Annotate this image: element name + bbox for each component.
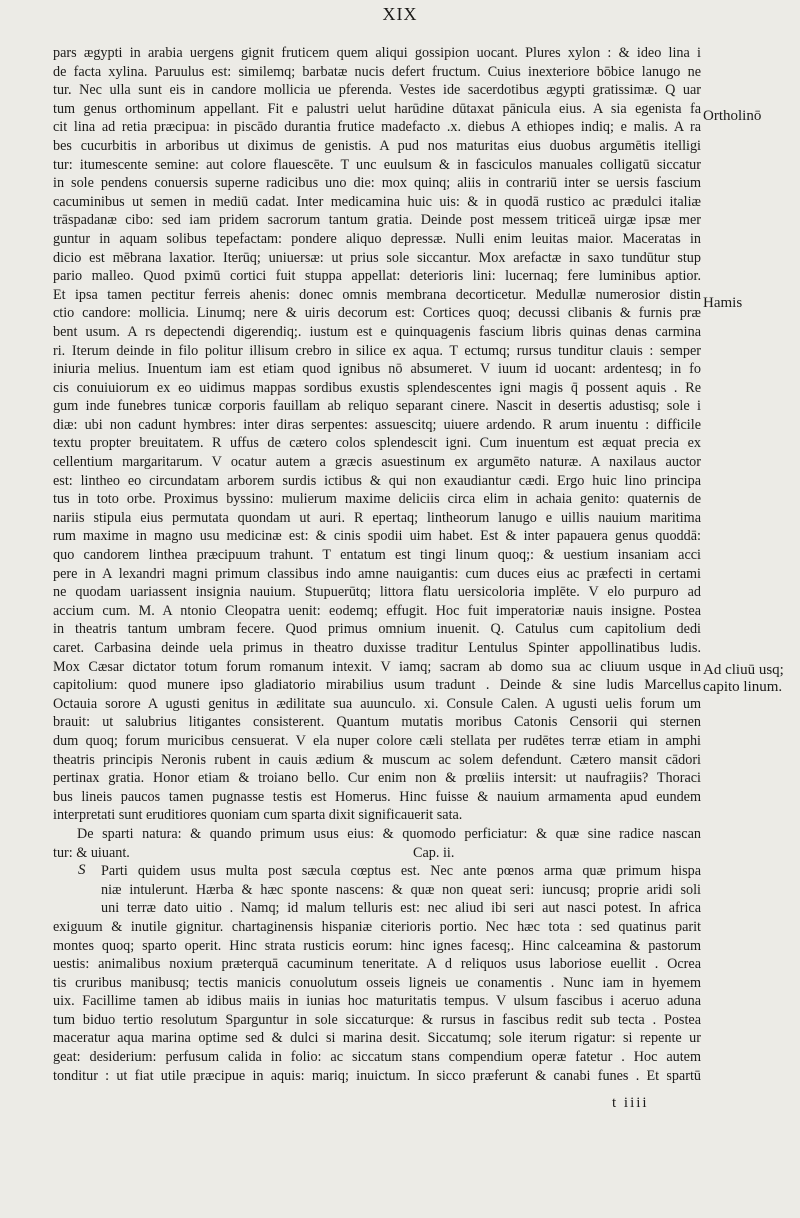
text-line: pars ægypti in arabia uergens gignit fruticem quem aliqui gossipion uocant. Plures xylon : & ideo lina i [53, 45, 701, 61]
chapter-number: Cap. ii. [413, 844, 455, 861]
text-line: dicio est mēbrana laxatior. Iterūq; uniuersæ: ut prius sole siccantur. Mox arefactæ in saxo tundūtur stup [53, 249, 701, 266]
chapter-text-line: tonditur : ut fiat utile præcipue in aquis: mariq; inuictum. In sicco præferunt & canabi funes . Et spartū [53, 1067, 701, 1084]
text-line: theatris principis Neronis rubent in cauis ædium & muscum ac solem defendunt. Cætero mansit cādori [53, 751, 701, 768]
text-line: pario malleo. Quod pximū cortici fuit stuppa appellat: deterioris lini: lucernaq; fere luminibus aptior. [53, 268, 701, 285]
margin-note-ad-cliuum: Ad cliuū usq; capito linum. [703, 662, 784, 695]
text-line: cacuminibus ut semen in mediū cadat. Inter medicamina huic uis: & in quodā rustico ac prædulci italiæ [53, 193, 701, 210]
text-line: Octauia sorore A ugusti genitus in ædilitate sua auunculo. xi. Consule Calen. A ugusti uelis forum um [53, 695, 701, 712]
text-line: est: lintheo eo circundatam arborem surdis ictibus & qui non exaudiantur cædi. Ergo huic lino principa [53, 472, 701, 489]
chapter-text-line: uni terræ dato uitio . Namq; id malum telluris est: nec aliud ibi seri aut nasci potest. In africa [101, 900, 701, 917]
chapter-text-line: tum biduo tertio resolutum Sparguntur in sole siccaturque: & rursus in fascibus redit sub tecta . Postea [53, 1011, 701, 1028]
margin-note-ortholino: Ortholinō [703, 108, 762, 124]
text-line: pertinax gratia. Honor etiam & troiano bello. Cur enim non & prœliis intersit: ut naufragiis? Thoraci [53, 770, 701, 787]
text-line: ctio candore: mollicia. Linumq; nere & uiris decorum est: Cortices quoq; decussi clibanis & furnis præ [53, 305, 701, 322]
text-line: in sole pendens conuersis superne radicibus uno die: mox quinq; aliis in contrariū inter se uersis fascium [53, 175, 701, 192]
text-line: diæ: ubi non cadunt hymbres: inter diras serpentes: assuescitq; uiuere ardendo. R arum inuentu : difficile [53, 416, 701, 433]
signature-mark: t iiii [612, 1095, 649, 1111]
chapter-text-line: geat: desiderium: perfusum calida in folio: ac siccatum stans compendium operæ fatetur . Hoc autem [53, 1049, 701, 1066]
text-line: tum genus orthominum appellant. Fit e palustri uelut harūdine dūtaxat pānicula eius. A sia egenista fa [53, 100, 701, 117]
text-line: capitolium: quod munere ipso gladiatorio mirabilius usum tradunt . Deinde & sine ludis Marcellus [53, 677, 701, 694]
chapter-text-line: montes quoq; sparto operit. Hinc strata rusticis eorum: hinc ignes facesq;. Hinc calceamina & pastorum [53, 937, 701, 954]
folio-number: XIX [382, 4, 418, 24]
chapter-text-line: uix. Facillime tamen ab idibus maiis in iunias hoc maturitatis tempus. V ulsum fascibus i aceruo aduna [53, 993, 701, 1010]
chapter-heading-line [53, 844, 701, 863]
chapter-text-line: Parti quidem usus multa post sæcula cœptus est. Nec ante pœnos arma quæ primum hispa [101, 863, 701, 880]
chapter-text-line: exiguum & inutile gignitur. chartaginensis hispaniæ citerioris portio. Nec hæc tota : sed quatinus parit [53, 918, 701, 935]
text-line: tus in toto orbe. Proximus byssino: mulierum maxime deliciis circa elim in achaia genito: quaternis de [53, 491, 701, 508]
text-line: cit lina ad retia præcipua: in piscādo durantia frutice madefacto .x. diebus A ethiopes indiq; e malis. A ra [53, 119, 701, 136]
text-line: bus lineis paucos tamen pugnasse testis est Homerus. Hinc fuisse & nauium armamenta apud eundem [53, 788, 701, 805]
text-line: rum maxime in magno usu medicinæ est: & cinis spodii uim habet. Est & inter papauera genus quoddā: [53, 528, 701, 545]
text-line: textu propter breuitatem. R uffus de cætero colos splendescit igni. Cum inuentum est æquat precia ex [53, 435, 701, 452]
chapter-text-line: tis cruribus manibusq; tectis manicis conuolutum osseis ligneis ue conamentis . Nunc iam in hyemem [53, 974, 701, 991]
text-line: in theatris tantum umbram fecere. Quod primus omnium inuenit. Q. Catulus cum capitolium dedi [53, 621, 701, 638]
chapter-heading-line: De sparti natura: & quando primum usus eius: & quomodo perficiatur: & quæ sine radice nascan [77, 825, 701, 842]
text-line: ri. Iterum deinde in filo politur illisum crebro in silice ex aqua. T ectumq; rursus tunditur clauis : semper [53, 342, 701, 359]
main-text-block [53, 44, 701, 1085]
chapter-heading-end: tur: & uiuant. [53, 844, 130, 861]
text-line: interpretati sunt eruditiores quoniam cum sparta dixit significauerit sata. [53, 807, 463, 824]
text-line: Et ipsa tamen pectitur ferreis ahenis: donec omnis membrana decorticetur. Medullæ numerosior distin [53, 286, 701, 303]
text-line: accium cum. M. A ntonio Cleopatra uenit: eodemq; effugit. Hoc fuit imperatoriæ nauis insigne. Postea [53, 602, 701, 619]
text-line: tur: itumescente semine: aut colore flauescēte. T unc euulsum & in fasciculos manuales colligatū siccatur [53, 156, 701, 173]
text-line: de facta xylina. Paruulus est: similemq; barbatæ nucis defert fructum. Cuius inexteriore bōbice lanugo ne [53, 63, 701, 80]
text-line: tur. Nec ulla sunt eis in candore mollicia ue pferenda. Vestes ide sacerdotibus ægypti gratissimæ. Q uar [53, 82, 701, 99]
text-line: gum inde funebres tunicæ corporis fauillam ab reliquo separant cinere. Nascit in desertis adustisq; sole i [53, 398, 701, 415]
margin-note-hamis: Hamis [703, 295, 743, 311]
chapter-text-line: maceratur aqua marina optime sed & dulci si marina desit. Siccatumq; sole iterum rigatur: si repente ur [53, 1030, 701, 1047]
text-line: trāspadanæ cibo: sed iam pridem sacrorum tantum gratia. Deinde post messem triticeā uirgæ ipsæ mer [53, 212, 701, 229]
text-line: pere in A lexandri magni primum classibus indo amne nauigantis: cum duces eius ac præfecti in certami [53, 565, 701, 582]
initial-letter: S [78, 862, 86, 878]
text-line: cis conuiuiorum ex eo uidimus mappas sordibus exustis splendescentes igni magis q̄ possent aquis . Re [53, 379, 701, 396]
text-line: nariis stipula eius permutata quondam ut auri. R epertaq; lintheorum lanugo e uillis nauium maritima [53, 509, 701, 526]
text-line: brauit: ut salubrius litigantes consisterent. Quantum mutatis moribus Catonis Censorii qui sternen [53, 714, 701, 731]
text-line: bes cucurbitis in arboribus ut diximus de genistis. A pud nos maturitas eius duobus argumētis itelligi [53, 137, 701, 154]
text-line: caret. Carbasina deinde uela primus in theatro duxisse traditur Lentulus Spinter appollinatibus ludis. [53, 640, 701, 656]
text-line: quo candorem linthea præcipuum trahunt. T entatum est tingi linum quoq;: & uestium insaniam acci [53, 547, 701, 564]
chapter-text-line: uestis: animalibus noxium præterquā cacuminum teneritate. A d reliquos usus laboriose euellit . Ocrea [53, 956, 701, 973]
text-line: bent usum. A rs depectendi digerendiq;. iustum est e quinquagenis fascium libris quinas denas carmina [53, 323, 701, 340]
text-line: cellentium margaritarum. V ocatur autem a græcis asuestinum ex argumēto naturæ. A naxilaus auctor [53, 454, 701, 471]
text-line: iniuria melius. Inuentum iam est etiam quod ignibus nō absumeret. V iuum id uocant: ardentesq; in fo [53, 361, 701, 378]
text-line: dum quoq; forum muricibus censuerat. V ela nuper colore cæli stellata per rudētes terræ etiam in amphi [53, 732, 701, 749]
chapter-text-line: niæ intulerunt. Hærba & hæc sponte nascens: & quæ non queat seri: iuncusq; proprie aridi soli [101, 881, 701, 898]
text-line: ne quodam uariassent insignia nauium. Stupuerūtq; littora flatu uersicoloria implēte. V elo purpuro ad [53, 584, 701, 601]
text-line: guntur in aquam solibus tepefactam: pondere aliquo depressæ. Nulli enim leuitas maior. Maceratas in [53, 230, 701, 247]
text-line: Mox Cæsar dictator totum forum romanum intexit. V iamq; sacram ab domo sua ac cliuum usque in [53, 658, 701, 675]
